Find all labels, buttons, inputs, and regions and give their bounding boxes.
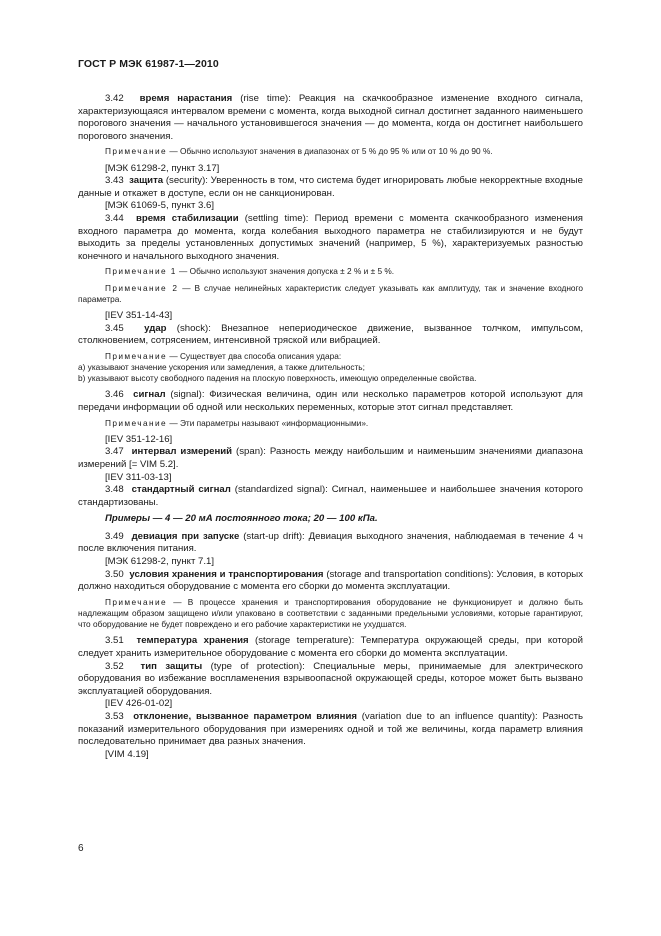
note-list-item: а) указывают значение ускорения или замедления, а также длительность; bbox=[78, 361, 365, 372]
term-text: (shock): Внезапное непериодическое движение, вызванное толчком, импульсом, столкновением, сотрясением, интенсивной тряской или вибрацией. bbox=[78, 322, 583, 347]
source-reference: [IEV 351-12-16] bbox=[105, 433, 173, 445]
note-label: Примечание bbox=[105, 596, 168, 607]
term-number: 3.50 bbox=[105, 568, 124, 580]
term-name: удар bbox=[144, 322, 167, 334]
source-reference: [IEV 311-03-13] bbox=[105, 471, 172, 483]
term-text: (standardized signal): Сигнал, наименьшее и наибольшее значения которого стандартизованы. bbox=[78, 484, 583, 508]
term-text: (settling time): Период времени с момента скачкообразного изменения входного параметра до момента, когда колебания выходного параметра не стабилизируются и не будут выходить за пределы установленных допустимых значений (например, 5 %), характеризуемых разностью конечного и начального выходного значения. bbox=[78, 212, 583, 262]
term-text: (span): Разность между наибольшим и наименьшим значениями диапазона измерений [= VIM 5.2]. bbox=[78, 446, 583, 470]
note-label: Примечание 2 bbox=[105, 282, 179, 293]
term-text: (security): Уверенность в том, что система будет игнорировать любые некорректные входные данные и откажет в доступе, если он не санкционирован. bbox=[78, 175, 583, 199]
term-definition bbox=[78, 569, 583, 594]
term-number: 3.44 bbox=[105, 212, 124, 224]
term-name: тип защиты bbox=[140, 660, 203, 672]
note bbox=[78, 146, 583, 157]
note-text: — В процессе хранения и транспортирования оборудование не функционирует и должно быть надлежащим образом защищено и/или упаковано в соответствии с заданными предельными условиями, которые гарантируют, что оборудование не будет повреждено и его рабочие характеристики не ухудшатся. bbox=[78, 596, 583, 630]
page-number: 6 bbox=[78, 843, 84, 854]
term-text: (start-up drift): Девиация выходного значения, наблюдаемая в течение 4 ч после включения питания. bbox=[78, 530, 583, 555]
note-text: — Существует два способа описания удара: bbox=[167, 350, 342, 361]
term-name: время нарастания bbox=[139, 93, 233, 104]
term-name: сигнал bbox=[133, 389, 166, 401]
term-text: (rise time): Реакция на скачкообразное изменение входного сигнала, характеризующаяся интервалом времени с момента, когда выходной сигнал достигнет заданного наименьшего порогового значения — начального установившегося значения — до момента, когда он достигнет наибольшего порогового значения. bbox=[78, 93, 583, 142]
term-definition bbox=[78, 531, 583, 556]
term-text: (storage and transportation conditions): Условия, в которых должно находиться оборудование с момента его сборки до момента эксплуатации. bbox=[78, 568, 583, 593]
term-number: 3.45 bbox=[105, 322, 124, 334]
term-number: 3.49 bbox=[105, 530, 124, 542]
term-definition bbox=[78, 635, 583, 660]
note-label: Примечание bbox=[105, 350, 168, 361]
term-text: (signal): Физическая величина, один или несколько параметров которой используют для передачи информации об одной или нескольких переменных, которые этот сигнал представляет. bbox=[78, 389, 583, 413]
term-definition bbox=[78, 711, 583, 749]
source-reference: [VIM 4.19] bbox=[105, 748, 149, 760]
term-definition bbox=[78, 484, 583, 509]
term-name: температура хранения bbox=[136, 635, 249, 647]
term-definition bbox=[78, 389, 583, 414]
term-text: (storage temperature): Температура окружающей среды, при которой следует хранить измерительное оборудование с момента его сборки до момента эксплуатации. bbox=[78, 635, 583, 660]
term-definition bbox=[78, 175, 583, 200]
term-name: время стабилизации bbox=[135, 212, 239, 224]
term-name: интервал измерений bbox=[131, 446, 233, 458]
note-text: — Обычно используют значения допуска ± 2 % и ± 5 %. bbox=[176, 266, 395, 277]
term-definition bbox=[78, 446, 583, 471]
note-label: Примечание bbox=[105, 417, 168, 428]
note-label: Примечание 1 bbox=[105, 266, 177, 277]
note-text: — В случае нелинейных характеристик следует указывать как амплитуду, так и значение входного параметра. bbox=[78, 282, 583, 304]
example: Примеры — 4 — 20 мА постоянного тока; 20 — 100 кПа. bbox=[105, 513, 378, 525]
note bbox=[78, 351, 583, 385]
term-number: 3.51 bbox=[105, 635, 124, 647]
source-reference: [МЭК 61069-5, пункт 3.6] bbox=[105, 200, 215, 212]
term-definition bbox=[78, 213, 583, 263]
source-reference: [IEV 426-01-02] bbox=[105, 698, 173, 710]
term-text: (type of protection): Специальные меры, принимаемые для электрического оборудования во избежание воспламенения взрывоопасной окружающей среды, которое может быть вызвано эксплуатацией оборудования. bbox=[78, 660, 583, 697]
term-definition bbox=[78, 93, 583, 143]
term-name: девиация при запуске bbox=[131, 530, 240, 542]
term-name: отклонение, вызванное параметром влияния bbox=[133, 711, 357, 723]
page-header: ГОСТ Р МЭК 61987-1—2010 bbox=[78, 58, 219, 70]
term-text: (variation due to an influence quantity): Разность показаний измерительного оборудования при измерениях одной и той же величины, когда параметр влияния последовательно принимает два разных значения. bbox=[78, 711, 583, 748]
term-definition bbox=[78, 323, 583, 348]
note-text: — Эти параметры называют «информационными». bbox=[167, 417, 369, 428]
note bbox=[78, 418, 583, 429]
note-list-item: b) указывают высоту свободного падения на плоскую поверхность, имеющую определенные свойства. bbox=[78, 373, 477, 384]
term-number: 3.48 bbox=[105, 484, 124, 496]
term-number: 3.42 bbox=[105, 93, 124, 104]
term-number: 3.47 bbox=[105, 446, 124, 458]
note bbox=[78, 266, 583, 277]
term-number: 3.53 bbox=[105, 711, 124, 723]
term-number: 3.52 bbox=[105, 660, 124, 672]
note bbox=[78, 283, 583, 305]
term-name: защита bbox=[129, 175, 164, 187]
source-reference: [МЭК 61298-2, пункт 3.17] bbox=[105, 162, 220, 174]
term-definition bbox=[78, 661, 583, 699]
term-name: стандартный сигнал bbox=[131, 484, 231, 496]
note-label: Примечание bbox=[105, 146, 168, 157]
term-number: 3.43 bbox=[105, 175, 124, 187]
document-body bbox=[78, 93, 583, 761]
note bbox=[78, 597, 583, 631]
source-reference: [МЭК 61298-2, пункт 7.1] bbox=[105, 556, 215, 568]
note-text: — Обычно используют значения в диапазонах от 5 % до 95 % или от 10 % до 90 %. bbox=[167, 146, 493, 157]
source-reference: [IEV 351-14-43] bbox=[105, 309, 173, 321]
term-name: условия хранения и транспортирования bbox=[129, 568, 324, 580]
term-number: 3.46 bbox=[105, 389, 124, 401]
